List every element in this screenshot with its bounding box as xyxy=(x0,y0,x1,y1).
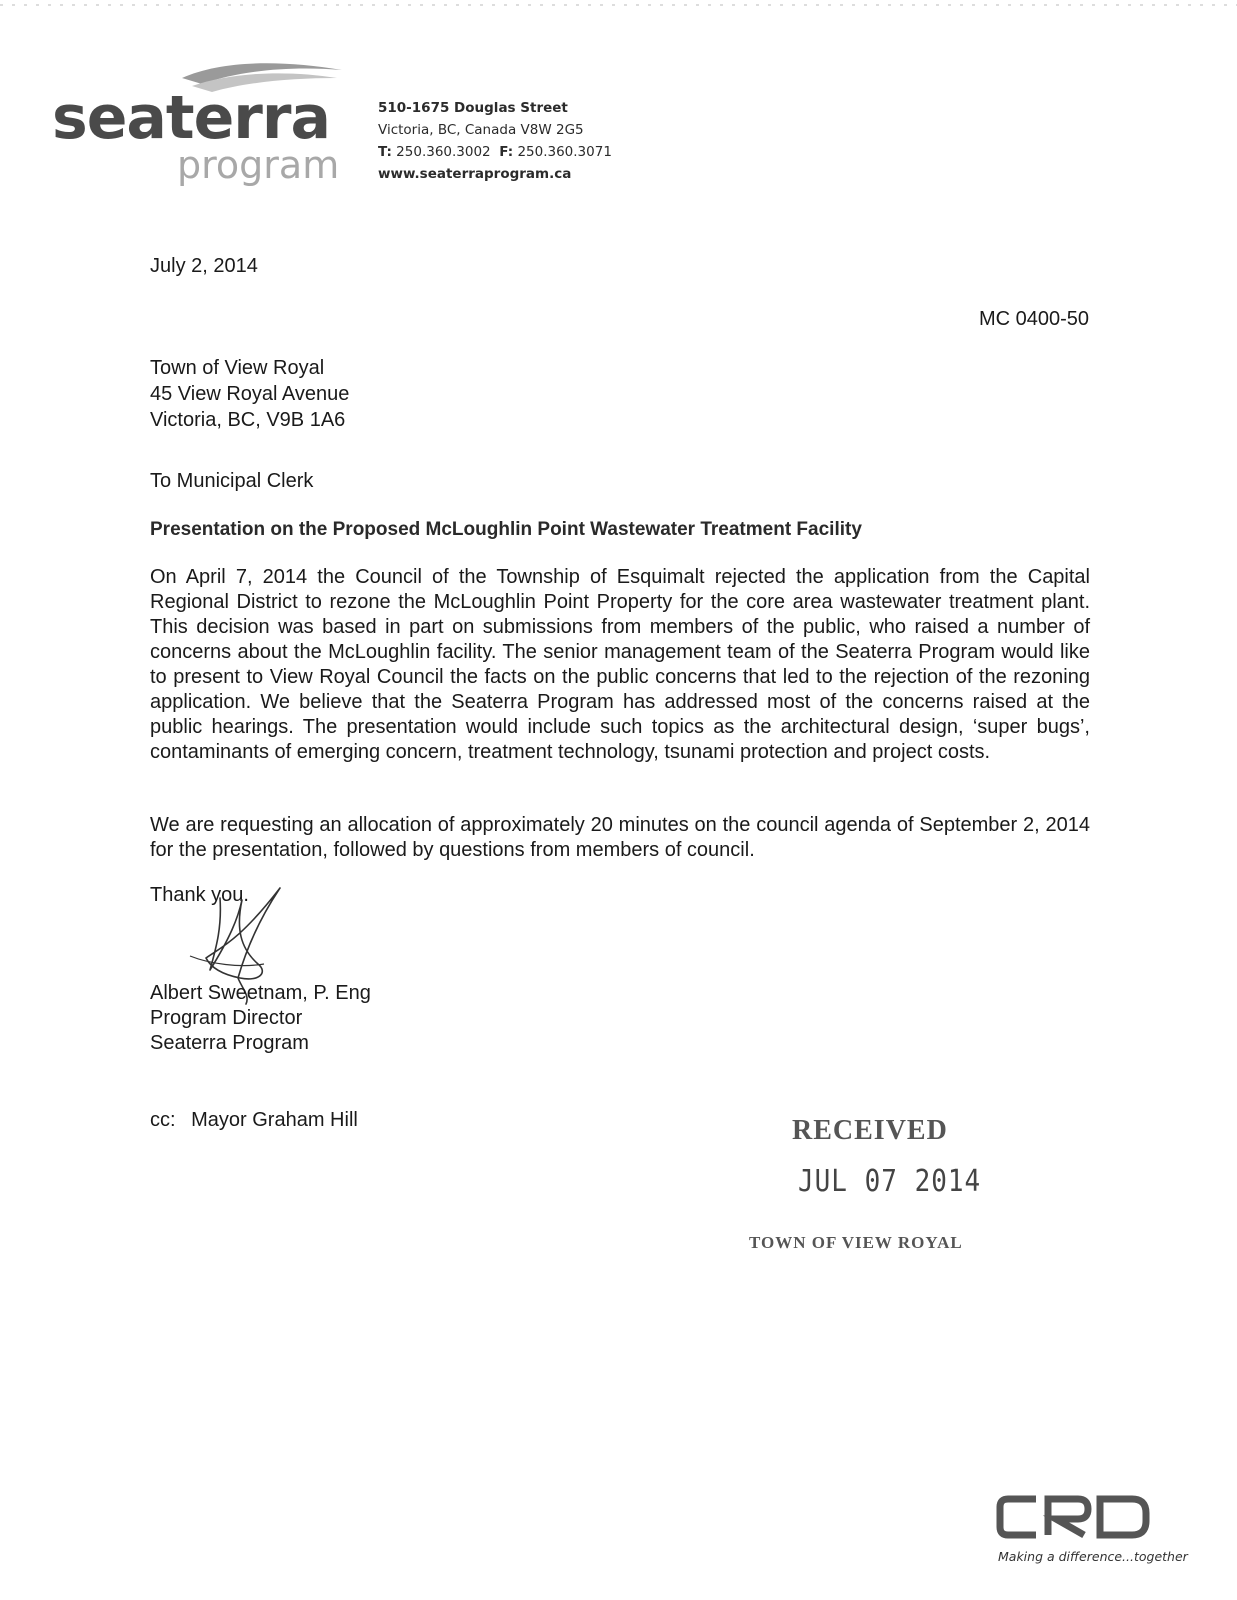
footer-tagline: Making a difference...together xyxy=(998,1549,1188,1564)
cc-label: cc: xyxy=(150,1109,176,1131)
website-link[interactable]: www.seaterraprogram.ca xyxy=(378,166,572,182)
cc-line xyxy=(150,1109,358,1132)
attention-line: To Municipal Clerk xyxy=(150,470,314,492)
recipient-line: 45 View Royal Avenue xyxy=(150,383,350,405)
cc-recipient: Mayor Graham Hill xyxy=(191,1109,358,1131)
body-paragraph: We are requesting an allocation of approximately 20 minutes on the council agenda of September 2, 2014 for the presentation, followed by questions from members of council. xyxy=(150,814,1090,861)
scan-edge-artifact xyxy=(0,0,1237,12)
reference-number: MC 0400-50 xyxy=(978,308,1089,330)
received-stamp xyxy=(730,1115,990,1255)
signer-title: Program Director xyxy=(150,1007,303,1029)
fax-label: F: xyxy=(499,144,514,160)
recipient-line: Town of View Royal xyxy=(150,357,325,379)
seaterra-logo xyxy=(52,56,352,196)
recipient-address xyxy=(150,355,349,433)
fax-number: 250.360.3071 xyxy=(517,144,612,160)
closing-line: Thank you. xyxy=(150,884,249,906)
recipient-line: Victoria, BC, V9B 1A6 xyxy=(150,409,346,431)
signature-block xyxy=(150,981,371,1056)
address-line-1: 510-1675 Douglas Street xyxy=(378,100,568,116)
stamp-organization: TOWN OF VIEW ROYAL xyxy=(749,1233,963,1252)
letterhead-contact xyxy=(378,97,612,185)
subject-line: Presentation on the Proposed McLoughlin Point Wastewater Treatment Facility xyxy=(150,519,862,540)
signer-name: Albert Sweetnam, P. Eng xyxy=(150,982,371,1004)
logo-main-text: seaterra xyxy=(52,83,330,153)
address-line-2: Victoria, BC, Canada V8W 2G5 xyxy=(378,122,584,138)
phone-number: 250.360.3002 xyxy=(396,144,491,160)
phone-label: T: xyxy=(378,144,392,160)
stamp-date: JUL 07 2014 xyxy=(798,1164,982,1200)
logo-sub-text: program xyxy=(177,143,340,187)
stamp-title: RECEIVED xyxy=(792,1115,948,1146)
body-paragraph: On April 7, 2014 the Council of the Township of Esquimalt rejected the application from the Capital Regional District to rezone the McLoughlin Point Property for the core area wastewater treatment plant. This decision was based in part on submissions from members of the public, who raised a number of concerns about the McLoughlin facility. The senior management team of the Seaterra Program would like to present to View Royal Council the facts on the public concerns that led to the rejection of the rezoning application. We believe that the Seaterra Program has addressed most of the concerns raised at the public hearings. The presentation would include such topics as the architectural design, ‘super bugs’, contaminants of emerging concern, treatment technology, tsunami protection and project costs. xyxy=(150,566,1090,763)
signer-organization: Seaterra Program xyxy=(150,1032,309,1054)
letter-date: July 2, 2014 xyxy=(150,255,258,277)
phone-fax-line xyxy=(378,141,612,163)
